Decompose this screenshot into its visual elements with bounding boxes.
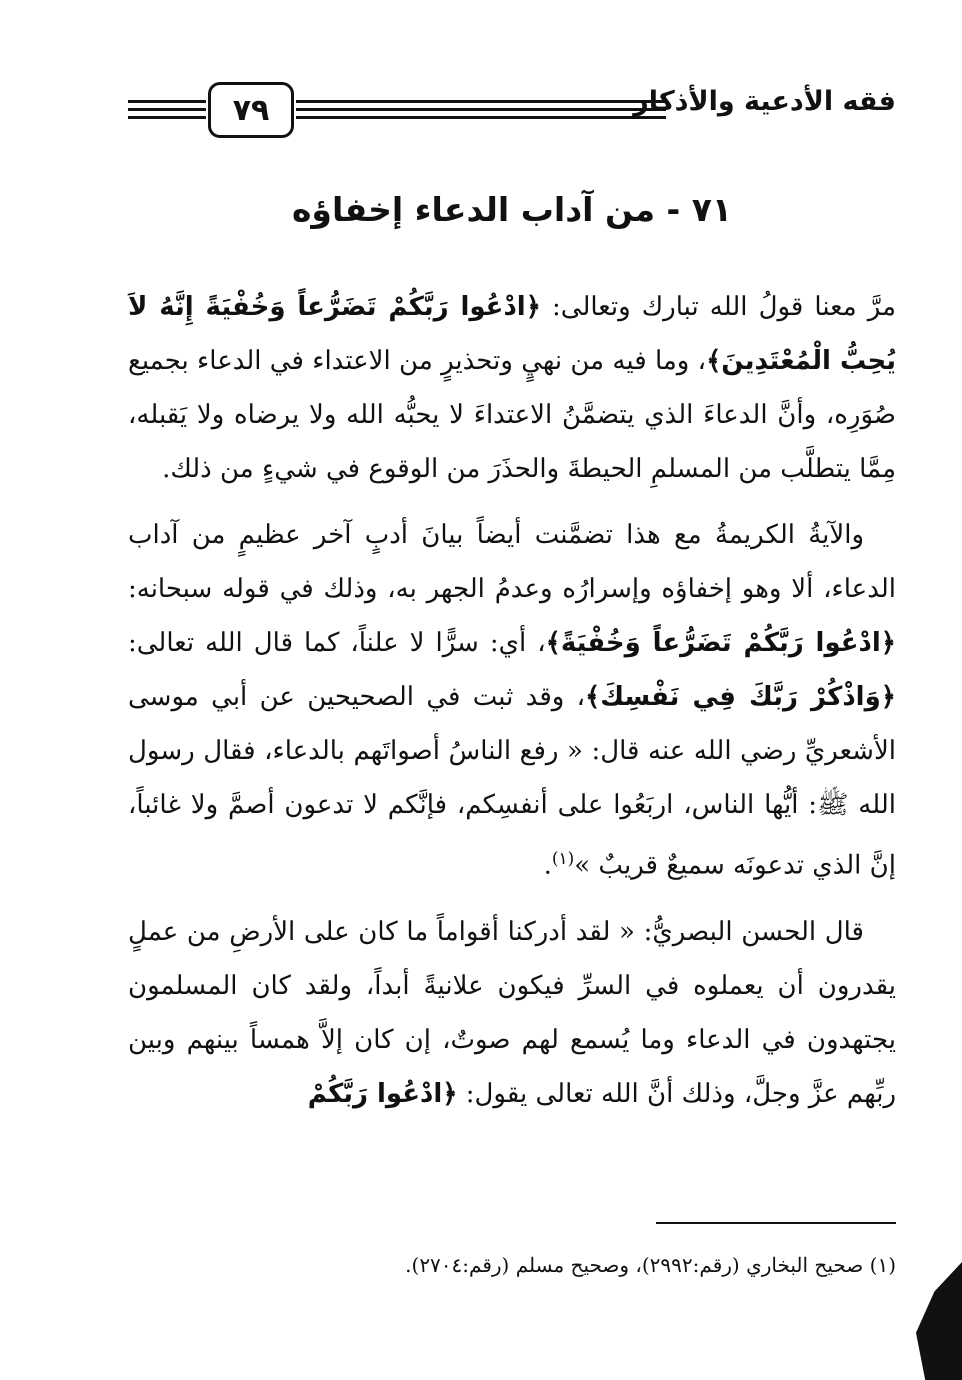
paragraph-text: ، وما فيه من نهيٍ وتحذيرٍ من الاعتداء في الدعاء بجميع صُوَرِه، وأنَّ الدعاءَ الذي يتضمَّنُ الاعتداءَ لا يحبُّه الله ولا يرضاه ولا يَقبله، مِمَّا يتطلَّب من المسلمِ الحيطةَ والحذَرَ من الوقوع في شيءٍ من ذلك.: [128, 346, 896, 484]
paragraph-text: .: [543, 850, 552, 881]
header-rule: [128, 108, 206, 111]
paragraph: [128, 905, 896, 1121]
page-number-text: ٧٩: [232, 92, 270, 128]
paragraph-text: ، وقد ثبت في الصحيحين عن أبي موسى الأشعريِّ رضي الله عنه قال: « رفع الناسُ أصواتَهم بالدعاء، فقال رسول الله ﷺ: أيُّها الناس، اربَعُوا على أنفسِكم، فإنَّكم لا تدعون أصمَّ ولا غائباً، إنَّ الذي تدعونَه سميعٌ قريبٌ »: [128, 682, 896, 881]
paragraph-text: ، أي: سرًّا لا علناً، كما قال الله تعالى:: [128, 628, 546, 658]
footnote-reference: (١): [551, 849, 575, 869]
header-rule: [128, 116, 206, 119]
paragraph-text: قال الحسن البصريُّ: « لقد أدركنا أقواماً ما كان على الأرضِ من عملٍ يقدرون أن يعملوه في السرِّ فيكون علانيةً أبداً، ولقد كان المسلمون يجتهدون في الدعاء وما يُسمع لهم صوتٌ، إن كان إلاَّ همساً بينهم وبين ربِّهم عزَّ وجلَّ، وذلك أنَّ الله تعالى يقول:: [128, 916, 896, 1109]
header-rule: [296, 108, 666, 111]
quran-verse: ﴿ادْعُوا رَبَّكُمْ: [307, 1078, 458, 1109]
quran-verse: ﴿وَاذْكُرْ رَبَّكَ فِي نَفْسِكَ﴾: [585, 682, 896, 712]
paragraph-text: مرَّ معنا قولُ الله تبارك وتعالى:: [540, 292, 896, 322]
header-rule: [128, 100, 206, 103]
paragraph-text: والآيةُ الكريمةُ مع هذا تضمَّنت أيضاً بيانَ أدبٍ آخر عظيمٍ من آداب الدعاء، ألا وهو إخفاؤه وإسرارُه وعدمُ الجهر به، وذلك في قوله سبحانه:: [128, 520, 896, 604]
footnote: (١) صحيح البخاري (رقم:٢٩٩٢)، وصحيح مسلم (رقم:٢٧٠٤).: [405, 1253, 896, 1277]
running-title: فقه الأدعية والأذكار: [633, 86, 896, 117]
footnote-separator: [656, 1222, 896, 1224]
page-header: [128, 78, 896, 142]
quran-verse: ﴿ادْعُوا رَبَّكُمْ تَضَرُّعاً وَخُفْيَةً﴾: [545, 628, 896, 658]
body-text: [128, 280, 896, 1133]
page-edge-mark: [916, 1262, 962, 1380]
paragraph: [128, 508, 896, 893]
header-rule: [296, 100, 666, 103]
paragraph: [128, 280, 896, 496]
section-title: ٧١ - من آداب الدعاء إخفاؤه: [291, 190, 733, 229]
quran-verse: ﴿ادْعُوا رَبَّكُمْ تَضَرُّعاً وَخُفْيَةً إِنَّهُ لاَ يُحِبُّ الْمُعْتَدِينَ﴾: [128, 292, 896, 376]
header-rule: [296, 116, 666, 119]
page-number: [208, 82, 294, 138]
